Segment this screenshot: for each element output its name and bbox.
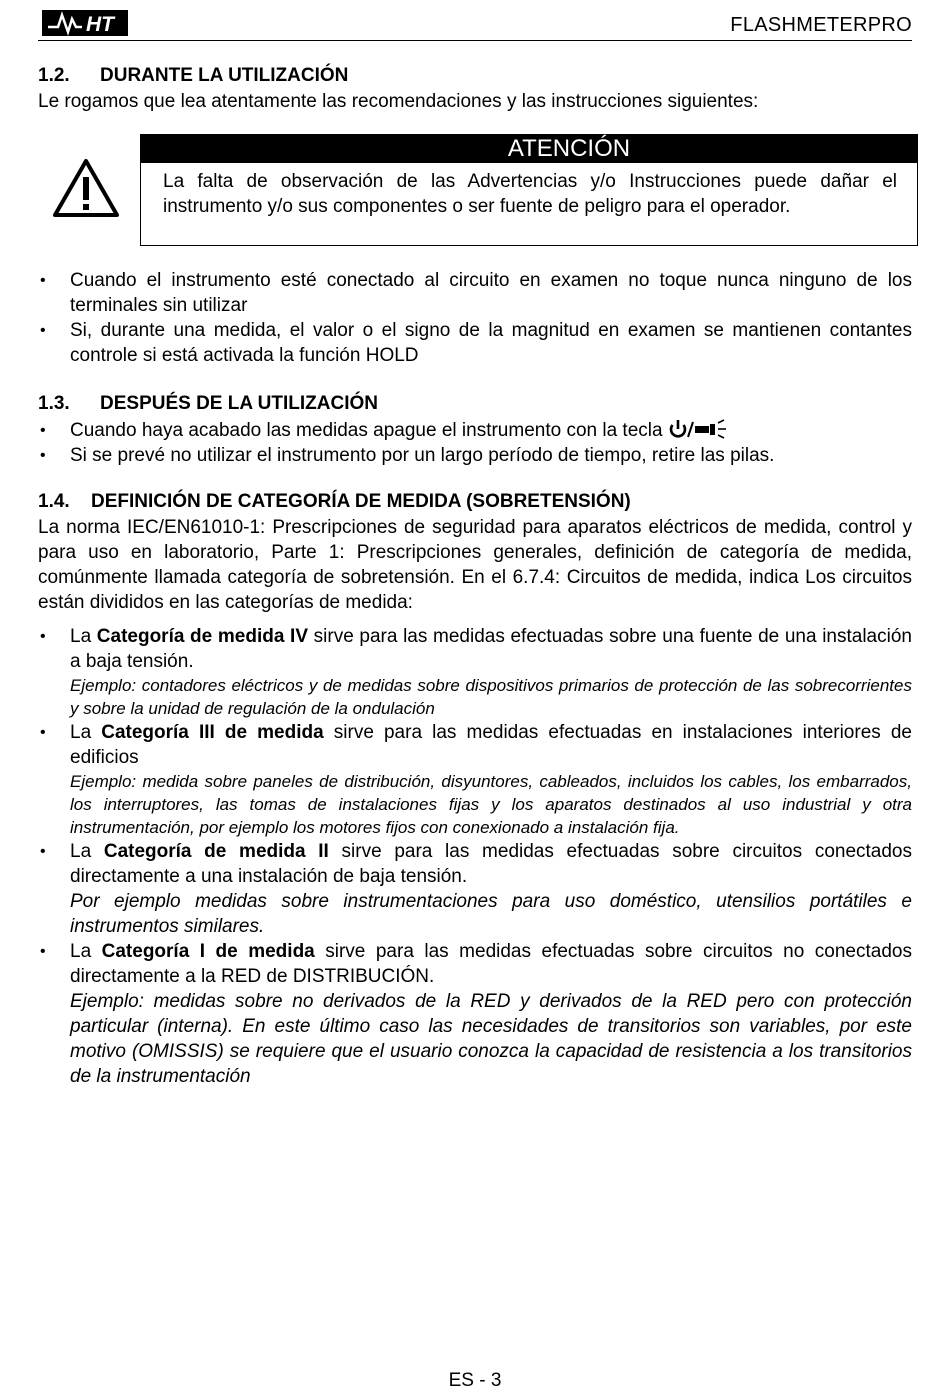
section-1-4-intro: La norma IEC/EN61010-1: Prescripciones de seguridad para aparatos eléctricos de medida, control y para uso en laboratorio, Parte 1: Prescripciones generales, definición de categoría de medida, comúnmente llamada categoría de sobretensión. En el 6.7.4: Circuitos de medida, indica Los circuitos están divididos en las categorías de medida: [38,517,912,613]
section-title: DURANTE LA UTILIZACIÓN [100,65,349,86]
category-example: Ejemplo: medidas sobre no derivados de la RED y derivados de la RED pero con protección particular (interna). En este último caso las necesidades de transitorios son variables, por este motivo (OMISSIS) se requiere que el usuario conozca la capacidad de resistencia a los transitorios de la instrumentación [70,991,912,1087]
section-1-4-heading [38,489,631,514]
list-item: • Cuando el instrumento esté conectado al circuito en examen no toque nunca ninguno de los terminales sin utilizar [38,268,912,318]
section-number: 1.2. [38,65,70,86]
list-item: • Si se prevé no utilizar el instrumento por un largo período de tiempo, retire las pilas. [38,443,912,468]
category-example: Ejemplo: contadores eléctricos y de medidas sobre dispositivos primarios de protección de las sobrecorrientes y sobre la unidad de regulación de la ondulación [70,676,912,718]
section-1-3-bullets [38,418,912,468]
page-number: ES - 3 [448,1370,502,1391]
category-label: Categoría de medida IV [96,626,308,647]
section-1-2-heading [38,63,348,88]
section-1-2-bullets [38,268,912,368]
list-item-cat-i: • La Categoría I de medida sirve para las medidas efectuadas sobre circuitos no conectados directamente a la RED de DISTRIBUCIÓN. Ejemplo: medidas sobre no derivados de la RED y derivados de la RED pero con protección particular (interna). En este último caso las necesidades de transitorios son variables, por este motivo (OMISSIS) se requiere que el usuario conozca la capacidad de resistencia a los transitorios de la instrumentación [38,939,912,1089]
list-item [38,418,912,443]
ht-logo [42,10,132,36]
warning-text: La falta de observación de las Advertencias y/o Instrucciones puede dañar el instrumento y/o sus componentes o ser fuente de peligro para el operador. [163,171,897,217]
section-number: 1.4. [38,491,70,512]
page-header [38,6,912,41]
power-key-icon [668,419,730,439]
section-title: DEFINICIÓN DE CATEGORÍA DE MEDIDA (SOBRETENSIÓN) [91,491,631,512]
list-item-cat-iv: • La Categoría de medida IV sirve para las medidas efectuadas sobre una fuente de una instalación a baja tensión. Ejemplo: contadores eléctricos y de medidas sobre dispositivos primarios de protección de las sobrecorrientes y sobre la unidad de regulación de la ondulación [38,624,912,720]
list-item-cat-ii: • La Categoría de medida II sirve para las medidas efectuadas sobre circuitos conectados directamente a una instalación de baja tensión. Por ejemplo medidas sobre instrumentaciones para uso doméstico, utensilios portátiles e instrumentos similares. [38,839,912,939]
category-label: Categoría de medida II [103,841,329,862]
warning-triangle-icon [52,158,120,218]
category-example: Por ejemplo medidas sobre instrumentaciones para uso doméstico, utensilios portátiles e instrumentos similares. [70,891,912,937]
category-label: Categoría III de medida [101,722,324,743]
warning-block [38,134,912,246]
section-number: 1.3. [38,393,70,414]
list-item-cat-iii: • La Categoría III de medida sirve para las medidas efectuadas en instalaciones interiores de edificios Ejemplo: medida sobre paneles de distribución, disyuntores, cableados, incluidos los cables, los embarrados, los interruptores, las tomas de instalaciones fijas y los aparatos destinados al uso industrial y otra instrumentación, por ejemplo los motores fijos con conexionado a instalación fija. [38,720,912,839]
category-list [38,624,912,1089]
list-item: • Si, durante una medida, el valor o el signo de la magnitud en examen se mantienen contantes controle si está activada la función HOLD [38,318,912,368]
section-title: DESPUÉS DE LA UTILIZACIÓN [100,393,378,414]
category-example: Ejemplo: medida sobre paneles de distribución, disyuntores, cableados, incluidos los cables, los embarrados, los interruptores, las tomas de instalaciones fijas y los aparatos destinados al uso industrial y otra instrumentación, por ejemplo los motores fijos con conexionado a instalación fija. [70,772,912,837]
section-1-3-heading [38,391,378,416]
warning-title: ATENCIÓN [141,135,917,163]
warning-box [140,134,918,246]
product-name: FLASHMETERPRO [730,14,912,36]
section-1-2-intro: Le rogamos que lea atentamente las recomendaciones y las instrucciones siguientes: [38,91,759,112]
list-item-text: Cuando haya acabado las medidas apague el instrumento con la tecla [70,420,663,441]
category-label: Categoría I de medida [101,941,315,962]
logo-text: HT [86,13,114,36]
